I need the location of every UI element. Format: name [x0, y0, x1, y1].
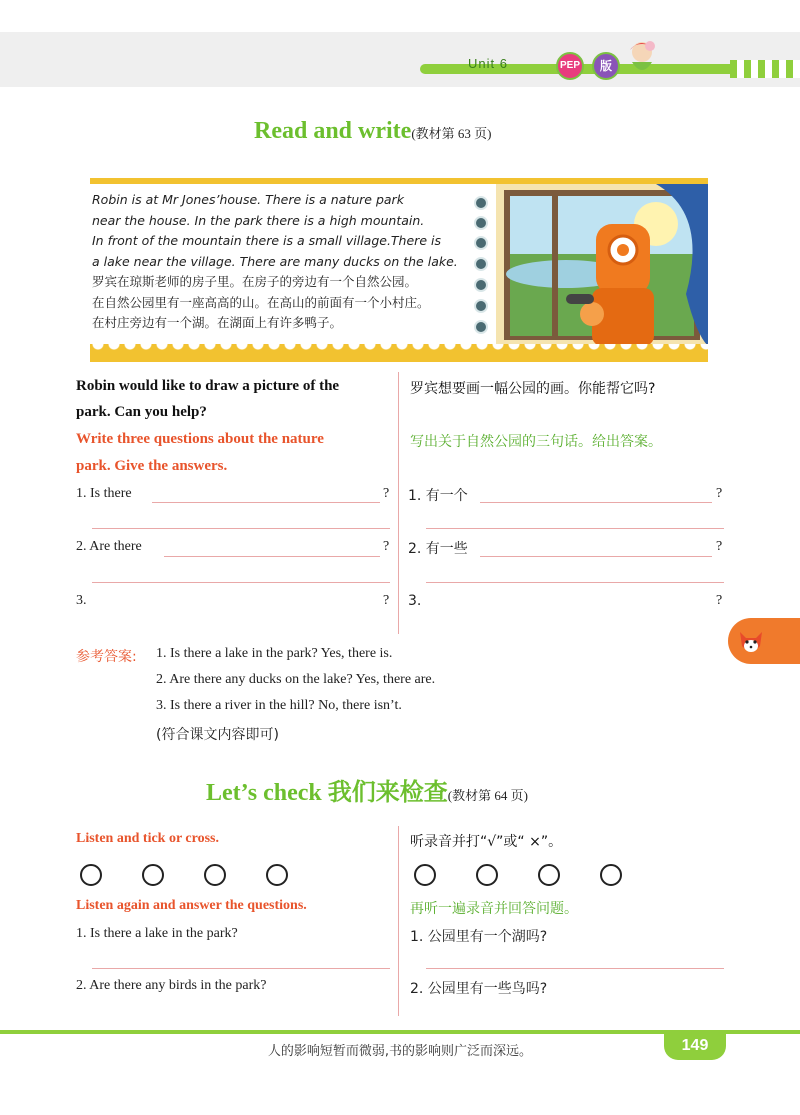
question-cn-2: 2. 有一些 [408, 541, 468, 557]
story-line: a lake near the village. There are many ducks on the lake. [92, 253, 458, 269]
prompt-en-line-1: Robin would like to draw a picture of the [76, 378, 340, 394]
binder-hole-icon [474, 196, 488, 210]
tick-cross-circle[interactable] [80, 864, 102, 886]
answer-line[interactable] [480, 556, 712, 557]
question-en-1: 1. Is there [76, 486, 132, 501]
answer-key-label: 参考答案: [76, 649, 137, 665]
answer-key-1: 1. Is there a lake in the park? Yes, there is. [156, 646, 393, 661]
answer-line[interactable] [164, 556, 380, 557]
story-line-cn: 在自然公园里有一座高高的山。在高山的前面有一个小村庄。 [92, 294, 430, 310]
binder-hole-icon [474, 278, 488, 292]
answer-line[interactable] [426, 528, 724, 529]
lets-check-title: Let’s check 我们来检查 [206, 780, 448, 806]
answer-key-3: 3. Is there a river in the hill? No, there isn’t. [156, 698, 402, 713]
story-panel-scalloped-border [90, 344, 708, 362]
prompt-en-line-2: park. Can you help? [76, 404, 207, 420]
story-line-cn: 罗宾在琼斯老师的房子里。在房子的旁边有一个自然公园。 [92, 274, 418, 289]
listen-instruction-en: Listen and tick or cross. [76, 831, 219, 846]
binder-hole-icon [474, 216, 488, 230]
column-divider [398, 372, 399, 634]
answer-line[interactable] [92, 582, 390, 583]
prompt-cn: 罗宾想要画一幅公园的画。你能帮它吗? [410, 381, 656, 397]
question-cn-1: 1. 有一个 [408, 488, 468, 504]
answer-line[interactable] [480, 502, 712, 503]
header-band [0, 32, 800, 87]
footer-quote: 人的影响短暂而微弱,书的影响则广泛而深远。 [267, 1044, 533, 1059]
mascot-girl-icon [620, 38, 664, 78]
check-question-en-1: 1. Is there a lake in the park? [76, 926, 238, 941]
instruction-en-line-2: park. Give the answers. [76, 458, 228, 474]
story-text [92, 190, 482, 334]
answer-line[interactable] [92, 528, 390, 529]
check-question-cn-1: 1. 公园里有一个湖吗? [410, 929, 548, 945]
instruction-en-line-1: Write three questions about the nature [76, 431, 324, 447]
question-mark: ? [383, 593, 390, 608]
read-write-title: Read and write [254, 118, 412, 144]
listen-again-instruction-cn: 再听一遍录音并回答问题。 [410, 901, 578, 917]
lets-check-title-row [206, 772, 528, 807]
column-divider [398, 826, 399, 1016]
answer-line[interactable] [92, 968, 390, 969]
tick-cross-circle[interactable] [266, 864, 288, 886]
question-mark: ? [716, 593, 723, 608]
question-en-3: 3. [76, 593, 87, 608]
listen-instruction-cn: 听录音并打“√”或“ ×”。 [410, 834, 563, 850]
answer-line[interactable] [426, 582, 724, 583]
edition-badge: 版 [592, 52, 620, 80]
tick-cross-circle[interactable] [142, 864, 164, 886]
robot-at-window-illustration [496, 184, 708, 346]
pep-badge: PEP [556, 52, 584, 80]
check-question-en-2: 2. Are there any birds in the park? [76, 978, 267, 993]
answer-key-2: 2. Are there any ducks on the lake? Yes, there are. [156, 672, 436, 687]
answer-line[interactable] [426, 968, 724, 969]
story-line: In front of the mountain there is a small village.There is [92, 233, 441, 248]
unit-label: Unit 6 [468, 56, 508, 71]
story-line: near the house. In the park there is a high mountain. [92, 212, 425, 228]
instruction-cn: 写出关于自然公园的三句话。给出答案。 [410, 434, 662, 450]
tick-cross-circle[interactable] [476, 864, 498, 886]
binder-hole-icon [474, 257, 488, 271]
question-cn-3: 3. [408, 593, 422, 609]
story-line: Robin is at Mr Jones’house. There is a nature park [92, 192, 404, 207]
read-write-title-row [254, 118, 492, 145]
read-write-page-ref: (教材第 63 页) [411, 126, 492, 141]
question-mark: ? [716, 539, 723, 554]
check-question-cn-2: 2. 公园里有一些鸟吗? [410, 981, 548, 997]
header-checker-pattern [730, 60, 800, 78]
story-line-cn: 在村庄旁边有一个湖。在湖面上有许多鸭子。 [92, 315, 343, 330]
listen-again-instruction-en: Listen again and answer the questions. [76, 898, 307, 913]
tick-cross-circle[interactable] [204, 864, 226, 886]
tick-cross-circle[interactable] [600, 864, 622, 886]
fox-mascot-icon [736, 626, 766, 656]
tick-cross-circle[interactable] [538, 864, 560, 886]
question-en-2: 2. Are there [76, 539, 142, 554]
binder-hole-icon [474, 236, 488, 250]
question-mark: ? [716, 486, 723, 501]
binder-hole-icon [474, 320, 488, 334]
top-margin [0, 0, 800, 30]
question-mark: ? [383, 539, 390, 554]
page-number: 149 [664, 1032, 726, 1060]
tick-cross-circle[interactable] [414, 864, 436, 886]
lets-check-page-ref: (教材第 64 页) [447, 788, 528, 803]
binder-hole-icon [474, 299, 488, 313]
answer-line[interactable] [152, 502, 380, 503]
question-mark: ? [383, 486, 390, 501]
answer-key-note: (符合课文内容即可) [156, 727, 279, 743]
